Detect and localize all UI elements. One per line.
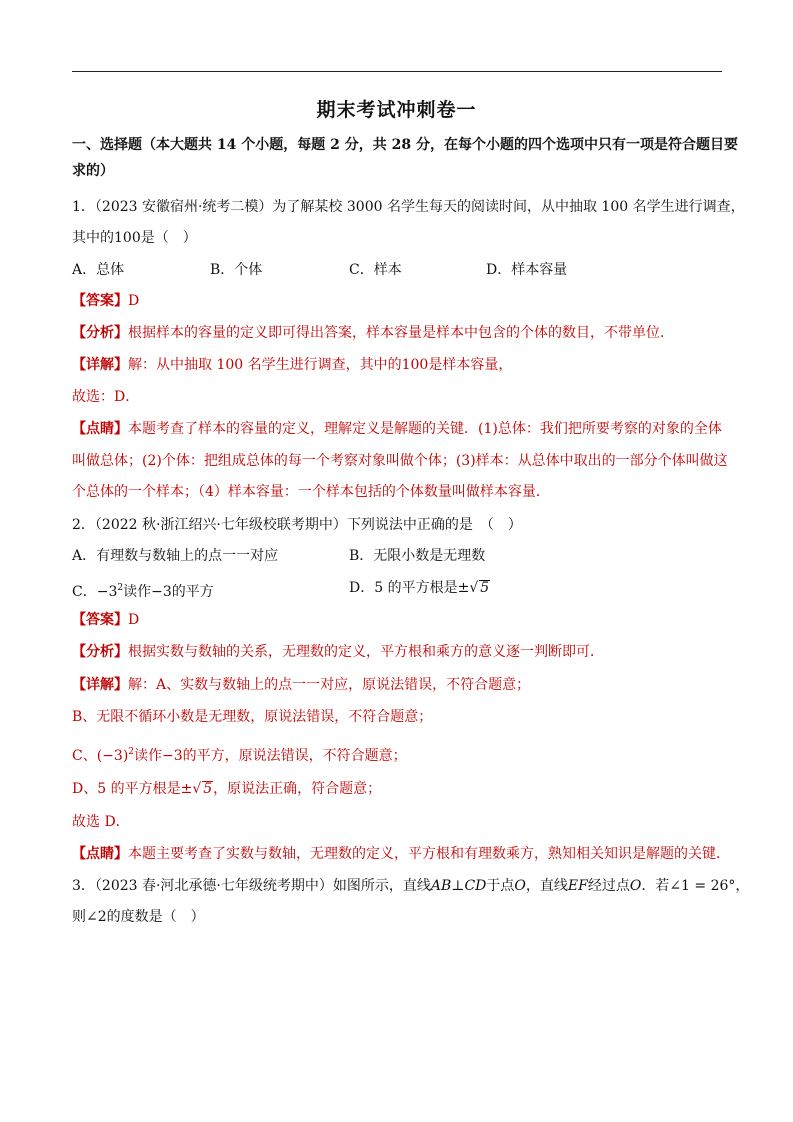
q1-choose: 故选：D． xyxy=(72,389,140,405)
answer-tag: 【答案】 xyxy=(72,293,128,309)
analysis-tag: 【分析】 xyxy=(72,325,128,341)
q2-analysis xyxy=(72,643,604,661)
q3-stem-line1: 3．（2023 春·河北承德·七年级统考期中）如图所示，直线AB⊥CD于点O，直线EF经过点O．若∠1 = 26°， xyxy=(72,878,750,894)
q2-detail-c: C、$(-3)^2$读作−3的平方，原说法错误，不符合题意； xyxy=(72,747,407,764)
header-rule xyxy=(72,71,722,72)
q2-stem: 2．（2022 秋·浙江绍兴·七年级校联考期中）下列说法中正确的是 （ ） xyxy=(72,517,522,533)
analysis-text: 根据样本的容量的定义即可得出答案，样本容量是样本中包含的个体的数目，不带单位． xyxy=(128,325,674,341)
comment-tag: 【点睛】 xyxy=(72,421,128,437)
sqrt-symbol: √ xyxy=(469,580,479,596)
q1-option-c: C．样本 xyxy=(349,262,402,278)
analysis-text: 根据实数与数轴的关系，无理数的定义，平方根和乘方的意义逐一判断即可． xyxy=(128,644,604,660)
answer-value: D xyxy=(128,612,140,628)
q1-option-b: B．个体 xyxy=(210,262,263,278)
q1-comment-line3: 个总体的一个样本；（4）样本容量：一个样本包括的个体数量叫做样本容量． xyxy=(72,484,550,500)
q2-comment xyxy=(72,845,730,863)
q1-analysis xyxy=(72,324,674,342)
q2-option-a: A．有理数与数轴上的点一一对应 xyxy=(72,548,279,564)
q1-answer xyxy=(72,292,139,310)
comment-tag: 【点睛】 xyxy=(72,846,128,862)
comment-text: 本题考查了样本的容量的定义，理解定义是解题的关键．(1)总体：我们把所要考察的对象的全体 xyxy=(128,421,722,437)
q1-stem-line1: 1．（2023 安徽宿州·统考二模）为了解某校 3000 名学生每天的阅读时间，从中抽取 100 名学生进行调查， xyxy=(72,199,745,215)
q1-detail xyxy=(72,356,512,374)
answer-tag: 【答案】 xyxy=(72,612,128,628)
q2-choose: 故选 D． xyxy=(72,814,130,830)
q2-detail-b: B、无限不循环小数是无理数，原说法错误，不符合题意； xyxy=(72,709,433,725)
detail-text: 解：A、实数与数轴上的点一一对应，原说法错误，不符合题意； xyxy=(128,677,531,693)
q1-option-d: D．样本容量 xyxy=(486,262,568,278)
math-expr: (−3) xyxy=(96,748,129,764)
q1-comment-line1 xyxy=(72,420,722,438)
page-title: 期末考试冲刺卷一 xyxy=(316,99,477,121)
analysis-tag: 【分析】 xyxy=(72,644,128,660)
q2-answer xyxy=(72,611,139,629)
sqrt-symbol: √ xyxy=(192,781,202,797)
section-heading-line1: 一、选择题（本大题共 14 个小题，每题 2 分，共 28 分，在每个小题的四个选项中只有一项是符合题目要 xyxy=(72,137,738,153)
q3-stem-line2: 则∠2的度数是（ ） xyxy=(72,909,205,925)
q2-detail-d: D、5 的平方根是±√ 5，原说法正确，符合题意； xyxy=(72,781,382,797)
q1-comment-line2: 叫做总体；(2)个体：把组成总体的每一个考察对象叫做个体；(3)样本：从总体中取出的一部分个体叫做这 xyxy=(72,453,728,469)
detail-tag: 【详解】 xyxy=(72,677,128,693)
comment-text: 本题主要考查了实数与数轴，无理数的定义，平方根和有理数乘方，熟知相关知识是解题的关键． xyxy=(128,846,730,862)
detail-text: 解：从中抽取 100 名学生进行调查，其中的100是样本容量， xyxy=(128,357,513,373)
q1-stem-line2: 其中的100是（ ） xyxy=(72,230,197,246)
detail-tag: 【详解】 xyxy=(72,357,128,373)
q2-option-c: C．$-3^2$读作−3的平方 xyxy=(72,583,214,600)
q2-option-b: B．无限小数是无理数 xyxy=(349,548,486,564)
math-expr: −3 xyxy=(96,584,118,600)
q2-detail xyxy=(72,676,530,694)
q2-option-d: D．5 的平方根是±√ 5 xyxy=(349,580,490,596)
q1-option-a: A．总体 xyxy=(72,262,125,278)
section-heading-line2: 求的） xyxy=(72,163,114,179)
answer-value: D xyxy=(128,293,140,309)
